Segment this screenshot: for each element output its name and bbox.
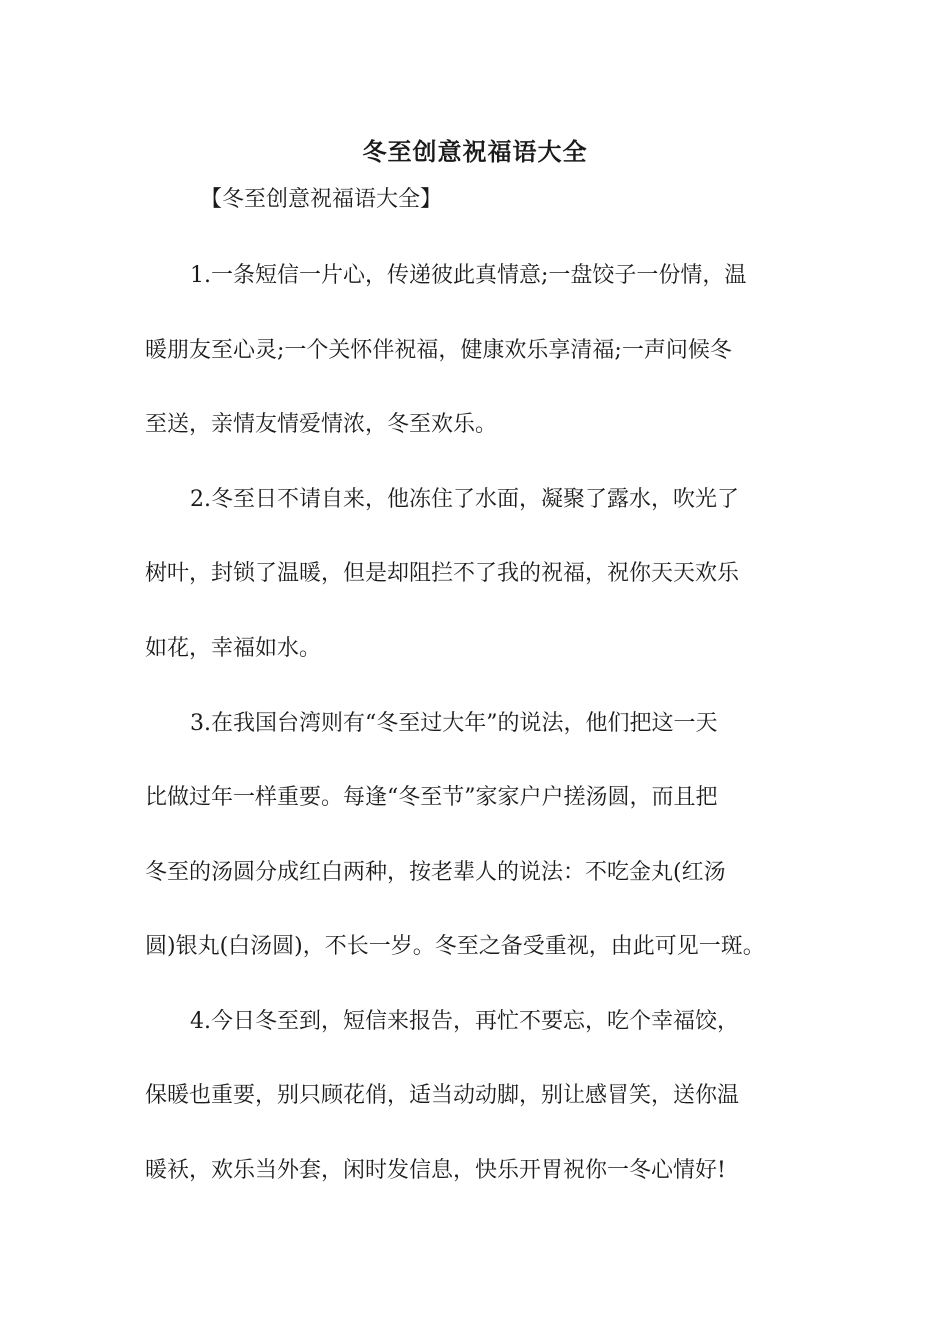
- document-subtitle: 【冬至创意祝福语大全】: [200, 187, 443, 212]
- paragraph-4-line-1: 4.今日冬至到，短信来报告，再忙不要忘，吃个幸福饺，: [190, 1009, 739, 1034]
- paragraph-1-line-3: 至送，亲情友情爱情浓，冬至欢乐。: [145, 412, 498, 437]
- paragraph-3-line-4: 圆)银丸(白汤圆)，不长一岁。冬至之备受重视，由此可见一斑。: [145, 934, 765, 959]
- document-title: 冬至创意祝福语大全: [362, 137, 588, 166]
- paragraph-4-line-3: 暖袄，欢乐当外套，闲时发信息，快乐开胃祝你一冬心情好!: [145, 1158, 726, 1183]
- paragraph-2-line-1: 2.冬至日不请自来，他冻住了水面，凝聚了露水，吹光了: [190, 487, 739, 512]
- paragraph-3-line-3: 冬至的汤圆分成红白两种，按老辈人的说法：不吃金丸(红汤: [145, 860, 726, 885]
- paragraph-1-line-1: 1.一条短信一片心，传递彼此真情意;一盘饺子一份情，温: [190, 263, 747, 288]
- paragraph-4-line-2: 保暖也重要，别只顾花俏，适当动动脚，别让感冒笑，送你温: [145, 1083, 740, 1108]
- paragraph-3-line-2: 比做过年一样重要。每逢“冬至节”家家户户搓汤圆，而且把: [145, 785, 718, 810]
- paragraph-3-line-1: 3.在我国台湾则有“冬至过大年”的说法，他们把这一天: [190, 711, 718, 736]
- paragraph-2-line-2: 树叶，封锁了温暖，但是却阻拦不了我的祝福，祝你天天欢乐: [145, 561, 740, 586]
- paragraph-1-line-2: 暖朋友至心灵;一个关怀伴祝福，健康欢乐享清福;一声问候冬: [145, 338, 732, 363]
- paragraph-2-line-3: 如花，幸福如水。: [145, 636, 322, 661]
